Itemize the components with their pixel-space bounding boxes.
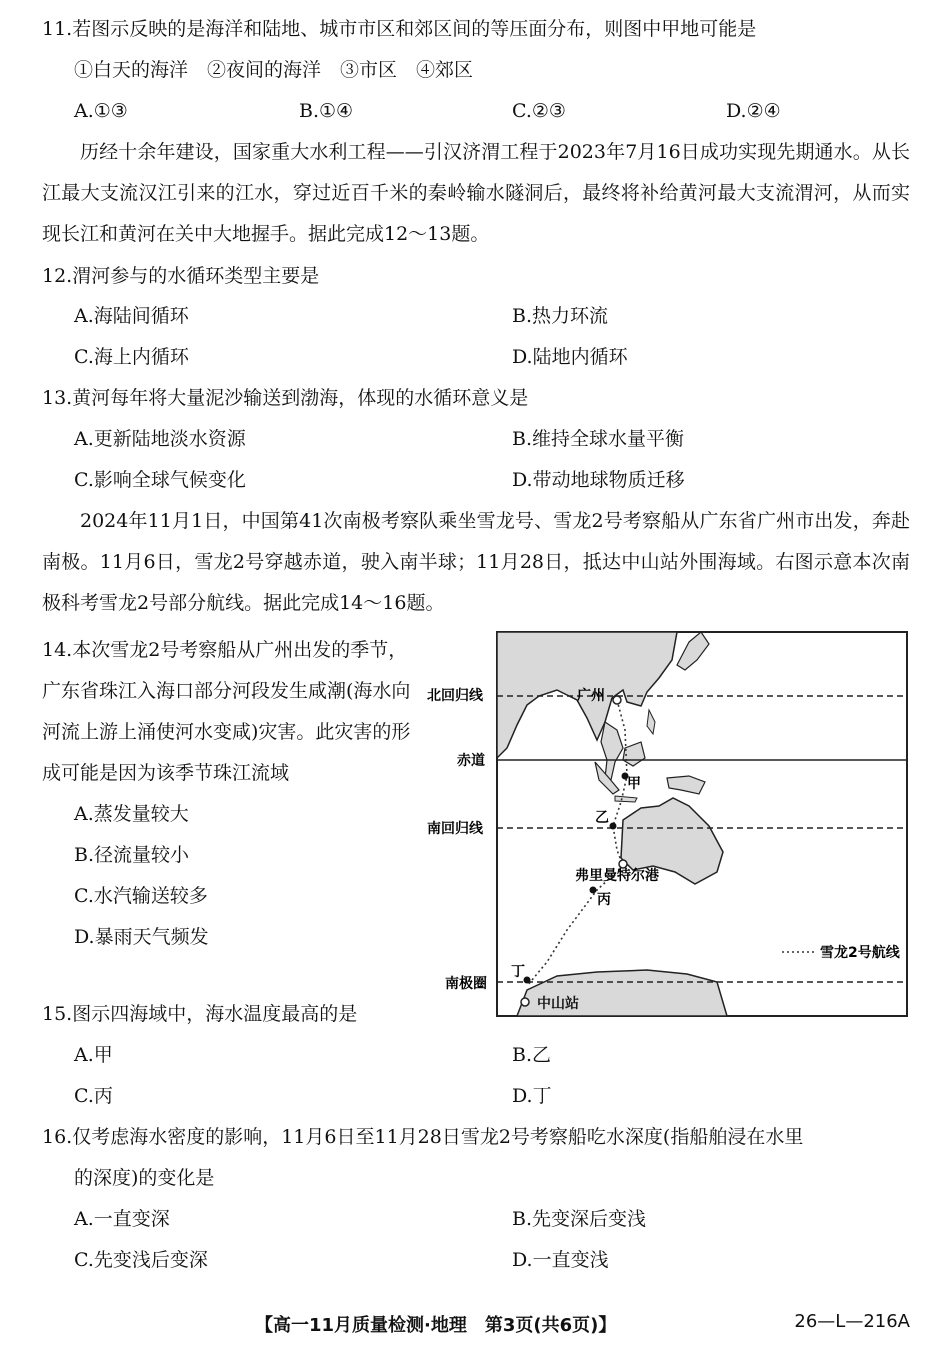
map-legend: [780, 940, 920, 964]
tropic-of-capricorn-label: 南回归线: [427, 821, 483, 837]
q12-option-c[interactable]: C.海上内循环: [74, 346, 189, 368]
q13-option-b[interactable]: B.维持全球水量平衡: [512, 428, 685, 450]
q14-option-a[interactable]: A.蒸发量较大: [74, 803, 189, 825]
q13-option-c[interactable]: C.影响全球气候变化: [74, 469, 246, 491]
q14-option-c[interactable]: C.水汽输送较多: [74, 885, 208, 907]
passage-14-16: 2024年11月1日，中国第41次南极考察队乘坐雪龙号、雪龙2号考察船从广东省广州市出发，奔赴南极。11月6日，雪龙2号穿越赤道，驶入南半球；11月28日，抵达中山站外围海域。右图示意本次南极科考雪龙2号部分航线。据此完成14～16题。: [42, 510, 910, 614]
q16-option-a[interactable]: A.一直变深: [74, 1208, 170, 1230]
q11-option-d[interactable]: D.②④: [726, 100, 781, 122]
q14-option-b[interactable]: B.径流量较小: [74, 844, 190, 866]
bing-marker: [590, 887, 597, 894]
q13-stem: 13.黄河每年将大量泥沙输送到渤海，体现的水循环意义是: [42, 387, 529, 409]
passage-12-13: 历经十余年建设，国家重大水利工程——引汉济渭工程于2023年7月16日成功实现先期通水。从长江最大支流汉江引来的江水，穿过近百千米的秦岭输水隧洞后，最终将补给黄河最大支流渭河，从而实现长江和黄河在关中大地握手。据此完成12～13题。: [42, 141, 910, 245]
q11-option-a[interactable]: A.①③: [74, 100, 128, 122]
q11-stem: 11.若图示反映的是海洋和陆地、城市市区和郊区间的等压面分布，则图中甲地可能是: [42, 18, 757, 40]
q15-option-c[interactable]: C.丙: [74, 1085, 113, 1107]
q11-items: ①白天的海洋 ②夜间的海洋 ③市区 ④郊区: [74, 59, 474, 81]
q11-option-b[interactable]: B.①④: [299, 100, 354, 122]
zhongshan-marker: [521, 998, 529, 1006]
q16-option-c[interactable]: C.先变浅后变深: [74, 1249, 208, 1271]
yi-label: 乙: [595, 810, 609, 826]
q13-option-d[interactable]: D.带动地球物质迁移: [512, 469, 685, 491]
fremantle-label: 弗里曼特尔港: [575, 868, 659, 884]
q11-option-c[interactable]: C.②③: [512, 100, 566, 122]
q15-stem: 15.图示四海域中，海水温度最高的是: [42, 1003, 358, 1025]
guangzhou-marker: [613, 696, 621, 704]
tropic-of-cancer-label: 北回归线: [427, 688, 483, 704]
q16-option-b[interactable]: B.先变深后变浅: [512, 1208, 647, 1230]
q15-option-d[interactable]: D.丁: [512, 1085, 552, 1107]
guangzhou-label: 广州: [577, 688, 605, 704]
q13-option-a[interactable]: A.更新陆地淡水资源: [74, 428, 246, 450]
q14-option-d[interactable]: D.暴雨天气频发: [74, 926, 209, 948]
q16-stem-line2: 的深度)的变化是: [74, 1167, 215, 1189]
q14-block: [42, 630, 422, 958]
yi-marker: [610, 823, 617, 830]
q15-option-b[interactable]: B.乙: [512, 1044, 552, 1066]
q12-option-b[interactable]: B.热力环流: [512, 305, 609, 327]
q16-option-d[interactable]: D.一直变浅: [512, 1249, 609, 1271]
fremantle-marker: [619, 860, 627, 868]
legend-label: 雪龙2号航线: [820, 945, 900, 961]
bing-label: 丙: [597, 892, 611, 908]
ding-label: 丁: [511, 964, 525, 980]
footer-code: 26—L—216A: [794, 1311, 910, 1332]
jia-label: 甲: [627, 776, 641, 792]
antarctic-circle-label: 南极圈: [445, 976, 487, 992]
q12-stem: 12.渭河参与的水循环类型主要是: [42, 265, 320, 287]
q12-option-d[interactable]: D.陆地内循环: [512, 346, 628, 368]
zhongshan-label: 中山站: [537, 996, 579, 1012]
equator-label: 赤道: [457, 753, 485, 769]
q15-option-a[interactable]: A.甲: [74, 1044, 113, 1066]
q16-stem-line1: 16.仅考虑海水密度的影响，11月6日至11月28日雪龙2号考察船吃水深度(指船舶浸在水里: [42, 1126, 804, 1148]
q14-stem: 14.本次雪龙2号考察船从广州出发的季节，广东省珠江入海口部分河段发生咸潮(海水向河流上游上涌使河水变咸)灾害。此灾害的形成可能是因为该季节珠江流域: [42, 639, 411, 784]
q12-option-a[interactable]: A.海陆间循环: [74, 305, 189, 327]
footer-title: 【高一11月质量检测·地理 第3页(共6页)】: [255, 1315, 617, 1336]
